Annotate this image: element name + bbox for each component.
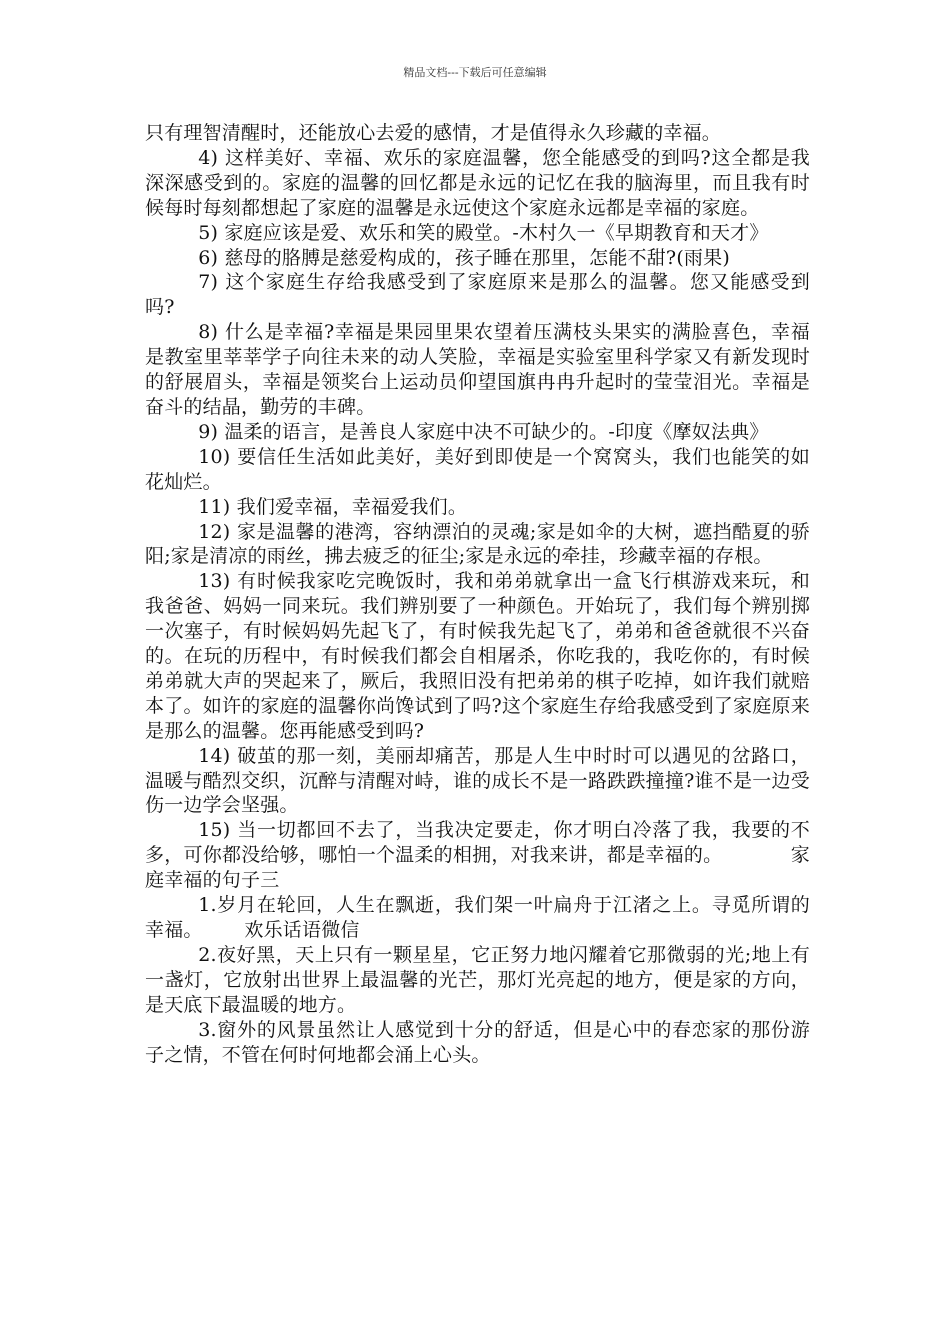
- paragraph: 3.窗外的风景虽然让人感觉到十分的舒适，但是心中的春恋家的那份游子之情，不管在何时何地都会涌上心头。: [145, 1018, 810, 1066]
- paragraph: 12) 家是温馨的港湾，容纳漂泊的灵魂;家是如伞的大树，遮挡酷夏的骄阳;家是清凉的雨丝，拂去疲乏的征尘;家是永远的牵挂，珍藏幸福的存根。: [145, 520, 810, 568]
- paragraph: 只有理智清醒时，还能放心去爱的感情，才是值得永久珍藏的幸福。: [145, 122, 722, 144]
- paragraph: 9) 温柔的语言，是善良人家庭中决不可缺少的。-印度《摩奴法典》: [198, 420, 769, 443]
- document-body: [145, 121, 810, 1067]
- paragraph: 6) 慈母的胳膊是慈爱构成的，孩子睡在那里，怎能不甜?(雨果): [198, 246, 730, 269]
- paragraph: 5) 家庭应该是爱、欢乐和笑的殿堂。-木村久一《早期教育和天才》: [198, 221, 769, 244]
- page-header: 精品文档---下载后可任意编辑: [403, 66, 547, 79]
- paragraph: 2.夜好黑，天上只有一颗星星，它正努力地闪耀着它那微弱的光;地上有一盏灯，它放射出世界上最温馨的光芒，那灯光亮起的地方，便是家的方向，是天底下最温暖的地方。: [145, 943, 810, 1016]
- paragraph-with-heading: [145, 818, 810, 893]
- paragraph: 13) 有时候我家吃完晚饭时，我和弟弟就拿出一盒飞行棋游戏来玩，和我爸爸、妈妈一同来玩。我们辨别要了一种颜色。开始玩了，我们每个辨别掷一次塞子，有时候妈妈先起飞了，有时候我先起飞了，弟弟和爸爸就很不兴奋的。在玩的历程中，有时候我们都会自相屠杀，你吃我的，我吃你的，有时候弟弟就大声的哭起来了，厥后，我照旧没有把弟弟的棋子吃掉，如许我们就赔本了。如许的家庭的温馨你尚馋试到了吗?这个家庭生存给我感受到了家庭原来是那么的温馨。您再能感受到吗?: [145, 570, 810, 742]
- paragraph: 8) 什么是幸福?幸福是果园里果农望着压满枝头果实的满脸喜色，幸福是教室里莘莘学子向往未来的动人笑脸，幸福是实验室里科学家又有新发现时的舒展眉头，幸福是领奖台上运动员仰望国旗冉冉升起时的莹莹泪光。幸福是奋斗的结晶，勤劳的丰碑。: [145, 321, 810, 418]
- paragraph: 4) 这样美好、幸福、欢乐的家庭温馨，您全能感受的到吗?这全都是我深深感受到的。家庭的温馨的回忆都是永远的记忆在我的脑海里，而且我有时候每时每刻都想起了家庭的温馨是永远使这个家庭永远都是幸福的家庭。: [145, 146, 810, 219]
- paragraph: 7) 这个家庭生存给我感受到了家庭原来是那么的温馨。您又能感受到吗?: [145, 271, 810, 319]
- inline-heading: 欢乐话语微信: [244, 919, 360, 941]
- paragraph: 14) 破茧的那一刻，美丽却痛苦，那是人生中时时可以遇见的岔路口，温暖与酷烈交织，沉醉与清醒对峙，谁的成长不是一路跌跌撞撞?谁不是一边受伤一边学会坚强。: [145, 744, 810, 817]
- paragraph: 10) 要信任生活如此美好，美好到即使是一个窝窝头，我们也能笑的如花灿烂。: [145, 445, 810, 493]
- section-heading: 家庭幸福的句子三: [145, 844, 810, 892]
- paragraph: 11) 我们爱幸福，幸福爱我们。: [198, 495, 468, 518]
- paragraph-text: 1.岁月在轮回，人生在飘逝，我们架一叶扁舟于江渚之上。寻觅所谓的幸福。: [145, 894, 810, 941]
- paragraph-text: 15) 当一切都回不去了，当我决定要走，你才明白冷落了我，我要的不多，可你都没给够，哪怕一个温柔的相拥，对我来讲，都是幸福的。: [145, 819, 810, 867]
- paragraph-with-heading: [145, 893, 810, 943]
